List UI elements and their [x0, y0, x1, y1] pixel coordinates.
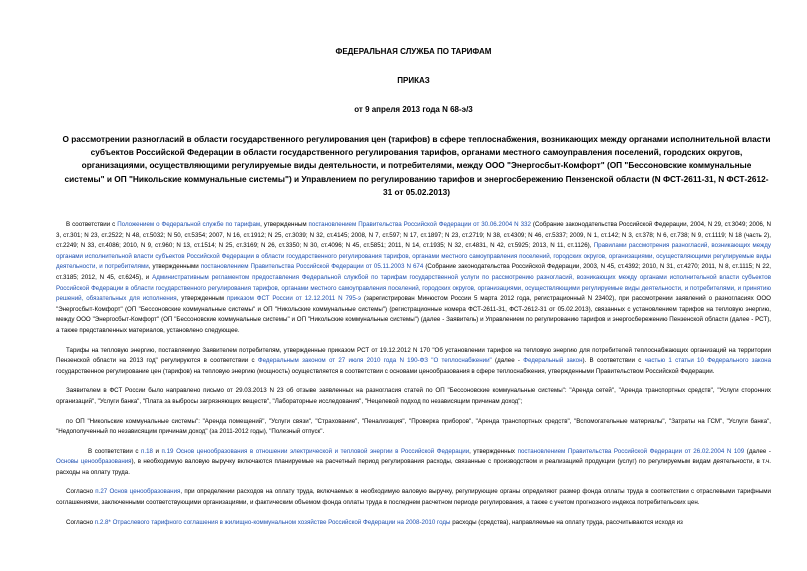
document-link[interactable]: Федеральным законом от 27 июля 2010 года N 190-ФЗ "О теплоснабжении"	[257, 357, 492, 365]
document-link[interactable]: Отраслевого тарифного соглашения в жилищно-коммунальном хозяйстве Российской Федерации на 2008-2010 годы	[112, 518, 451, 526]
paragraph-4	[56, 417, 771, 438]
text-run: Согласно	[66, 488, 96, 496]
paragraph-3	[56, 386, 771, 407]
text-run: по ОП "Никольские коммунальные системы": "Аренда помещений", "Услуги связи", "Страхование", "Пенализация", "Проверка приборов", "Аренда транспортных средств", "Вспомогательные материалы", "Затраты на ГСМ", "Услуги банка", "Недополученный по независящим причинам доход" (за 2011-2012 годы), "Полезный отпуск".	[56, 417, 771, 436]
paragraph-6	[56, 487, 771, 508]
paragraph-2	[56, 346, 771, 378]
document-link[interactable]: п.2.8*	[94, 518, 111, 526]
text-run: , при определении расходов на оплату труда, включаемых в необходимую валовую выручку, регулирующие органы определяют размер фонда оплаты труда в соответствии с отраслевыми тарифными соглашениями, заключенными соответствующими организациями, и фактическим объемом фонда оплаты труда в последнем расчетном периоде регулирования, а также с учетом прогнозного индекса потребительских цен.	[56, 488, 771, 507]
text-run: , утвержденным	[176, 295, 227, 303]
paragraph-5	[56, 447, 771, 479]
text-run: Заявителем в ФСТ России было направлено письмо от 29.03.2013 N 23 об отзыве заявленных на разногласия статей по ОП "Бессоновские коммунальные системы": "Аренда сетей", "Аренда транспортных средств", "Услуги сторонних организаций", "Услуги банка", "Плата за выбросы загрязняющих веществ", "Лабораторные исследования", "Нецелевой подход по независящим причинам доход";	[56, 387, 771, 405]
text-run: , утвержденными	[148, 263, 201, 271]
agency-heading: ФЕДЕРАЛЬНАЯ СЛУЖБА ПО ТАРИФАМ	[335, 47, 492, 56]
document-link[interactable]: Правилами рассмотрения разногласий, возникающих между органами исполнительной власти субъектов Российской Федерации в области государственного регулирования тарифов, органами местного самоуправления поселений, городских округов, организациями, осуществляющими регулируемые виды деятельности, и потребителями	[56, 242, 771, 271]
paragraph-7	[56, 518, 771, 529]
doc-type-heading: ПРИКАЗ	[397, 76, 430, 85]
document-link[interactable]: частью 1 статьи 10 Федерального закона	[644, 357, 772, 365]
document-link[interactable]: приказом ФСТ России от 12.12.2011 N 795-э	[226, 295, 362, 303]
document-link[interactable]: п.19	[161, 447, 174, 455]
text-run: расходы (средства), направляемые на оплату труда, рассчитываются исходя из	[450, 518, 683, 526]
document-link[interactable]: Основы ценообразования	[56, 458, 132, 466]
text-run: и	[152, 447, 162, 455]
text-run: государственное регулирование цен (тарифов) на тепловую энергию (мощность) осуществляется в соответствии с основами ценообразования в сфере теплоснабжения, утвержденными Правительством Российской Федерации.	[56, 367, 715, 375]
text-run: (далее -	[491, 357, 524, 365]
text-run: (далее -	[744, 447, 771, 455]
text-run: (зарегистрирован Минюстом России 5 марта 2012 года, регистрационный N 23402), при рассмотрении заявлений о разногласиях ООО "Энергосбыт-Комфорт" (ОП "Бессоновские коммунальные системы" и ОП "Никольские коммунальные системы") (регистрационные номера ФСТ-2611-31, ФСТ-2612-31 от 05.02.2013), связанных с установлением тарифов на тепловую энергию, между ООО "Энергосбыт-Комфорт" (ОП "Бессоновские коммунальные системы" и ОП "Никольские коммунальные системы") (далее - Заявитель) и Управлением по регулированию тарифов и энергосбережению Пензенской области (далее - РСТ), а также представленных материалов, установлено следующее.	[56, 295, 771, 334]
text-run: Тарифы на тепловую энергию, поставляемую Заявителем потребителям, утвержденные приказом РСТ от 19.12.2012 N 170 "Об установлении тарифов на тепловую энергию для потребителей теплоснабжающих организаций на территории Пензенской области на 2013 год" регулируются в соответствии с	[56, 346, 771, 365]
text-run: (Собрание законодательства Российской Федерации, 2003, N 45, ст.4392; 2010, N 31, ст.4270; 2011, N 8, ст.1115; N 22, ст.3185; 2012, N 45, ст.6245), и	[56, 263, 771, 281]
text-run: В соответствии с	[88, 447, 141, 455]
text-run: ). В соответствии с	[582, 357, 645, 365]
document-link[interactable]: Федеральный закон	[523, 357, 583, 365]
document-link[interactable]: Административным регламентом предоставления Федеральной службой по тарифам государственной услуги по рассмотрению разногласий, возникающих между органами исполнительной власти субъектов Российской Федерации в области государственного регулирования тарифов, органами местного самоуправления поселений, городских округов, организациями, осуществляющими регулируемые виды деятельности, и потребителями, и принятию решений, обязательных для исполнения	[56, 273, 771, 303]
document-link[interactable]: п.18	[141, 447, 153, 455]
text-run: , утвержденным	[260, 221, 309, 229]
document-link[interactable]: Основ ценообразования в отношении электрической и тепловой энергии в Российской Федерации	[176, 447, 470, 455]
text-run: Согласно	[66, 518, 95, 526]
paragraph-1	[56, 220, 771, 337]
text-run: ), в необходимую валовую выручку включаются планируемые на расчетный период регулирования расходы, связанные с производством и реализацией продукции (услуг) по регулируемым видам деятельности, в т.ч. расходы на оплату труда.	[56, 458, 771, 476]
text-run: (Собрание законодательства Российской Федерации, 2004, N 29, ст.3049; 2006, N 3, ст.301; N 23, ст.2522; N 48, ст.5032; N 50, ст.5354; 2007, N 16, ст.1912; N 25, ст.3039; N 32, ст.4145; 2008, N 7, ст.597; N 17, ст.1897; N 23, ст.2719; N 38, ст.4309; N 46, ст.5337; 2009, N 1, ст.142; N 3, ст.378; N 6, ст.738; N 9, ст.1119; N 18 (часть 2), ст.2249; N 33, ст.4086; 2010, N 9, ст.960; N 13, ст.1514; N 25, ст.3169; N 26, ст.3350; N 30, ст.4096; N 45, ст.5851; 2011, N 14, ст.1935; N 32, ст.4831, N 42, ст.5925; 2013, N 11, ст.1126),	[56, 221, 771, 250]
text-run: , утвержденных	[469, 447, 518, 455]
document-link[interactable]: п.27	[95, 488, 108, 496]
document-link[interactable]: Положением о Федеральной службе по тарифам	[117, 221, 261, 229]
document-link[interactable]: Основ ценообразования	[109, 488, 181, 496]
document-link[interactable]: постановлением Правительства Российской Федерации от 30.06.2004 N 332	[308, 221, 531, 229]
date-number-heading: от 9 апреля 2013 года N 68-э/3	[354, 105, 473, 114]
document-link[interactable]: постановлением Правительства Российской Федерации от 05.11.2003 N 674	[200, 263, 424, 271]
text-run: В соответствии с	[66, 221, 118, 229]
document-link[interactable]: постановлением Правительства Российской Федерации от 26.02.2004 N 109	[517, 447, 745, 455]
document-title: О рассмотрении разногласий в области государственного регулирования цен (тарифов) в сфере теплоснабжения, возникающих между органами исполнительной власти субъектов Российской Федерации в области государственного регулирования тарифов, органами местного самоуправления поселений, городских округов, организациями, осуществляющими регулируемые виды деятельности, и потребителями, между ООО "Энергосбыт-Комфорт" (ОП "Бессоновские коммунальные системы" и ОП "Никольские коммунальные системы") и Управлением по регулированию тарифов и энергосбережению Пензенской области (N ФСТ-2611-31, N ФСТ-2612-31 от 05.02.2013)	[62, 134, 771, 197]
